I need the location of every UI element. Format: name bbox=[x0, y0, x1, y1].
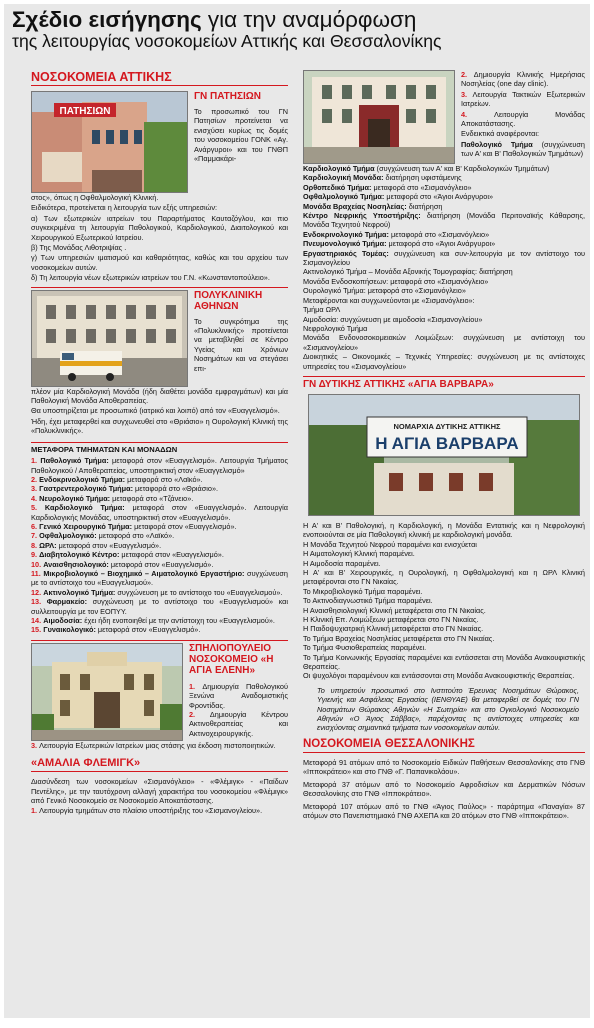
spilio-subtitle-1: ΣΠΗΛΙΟΠΟΥΛΕΙΟ bbox=[189, 642, 272, 654]
transfer-item bbox=[31, 625, 288, 634]
department-line bbox=[303, 267, 585, 276]
barbara-line: Η Παιδοψυχιατρική Κλινική μεταφέρεται στο ΓΝ Νικαίας. bbox=[303, 624, 484, 634]
department-text: διατήρηση bbox=[406, 201, 443, 211]
patision-block bbox=[31, 91, 288, 193]
transfer-item-name: Παθολογικό Τμήμα: bbox=[40, 456, 109, 466]
department-text: Ακτινολογικό Τμήμα – Μονάδα Αξονικής Τομογραφίας: διατήρηση bbox=[303, 267, 513, 277]
transfer-item-number: 15. bbox=[31, 625, 42, 635]
divider bbox=[31, 287, 288, 288]
patision-sign-text: ΠΑΤΗΣΙΩΝ bbox=[59, 106, 111, 117]
left-column bbox=[31, 70, 288, 817]
department-line bbox=[303, 211, 585, 230]
transfer-item-name: Οφθαλμολογικό: bbox=[39, 531, 97, 541]
patision-p1: Ειδικότερα, προτείνεται η λειτουργία των εξής υπηρεσιών: bbox=[31, 203, 218, 213]
polykliniki-subtitle-2: ΑΘΗΝΩΝ bbox=[194, 300, 239, 312]
transfer-item-text: μεταφορά στο «Τζάνειο». bbox=[110, 493, 194, 503]
divider bbox=[303, 376, 585, 377]
section-title-attica: ΝΟΣΟΚΟΜΕΙΑ ΑΤΤΙΚΗΣ bbox=[31, 70, 288, 86]
department-name: Καρδιολογικό Τμήμα bbox=[303, 164, 375, 173]
barbara-line: Η Α' και Β' Παθολογική, η Καρδιολογική, η Μονάδα Εντατικής και η Νεφρολογική ενοποιούνται σε μία Παθολογική κλινική με καρδιολογική μονάδα. bbox=[303, 520, 585, 540]
transfer-title: ΜΕΤΑΦΟΡΑ ΤΜΗΜΑΤΩΝ ΚΑΙ ΜΟΝΑΔΩΝ bbox=[31, 444, 178, 454]
barbara-sign-small: ΝΟΜΑΡΧΙΑ ΔΥΤΙΚΗΣ ΑΤΤΙΚΗΣ bbox=[393, 421, 501, 431]
transfer-item-name: Γυναικολογικό: bbox=[43, 625, 96, 635]
spilio-subtitle-3: ΑΓΙΑ ΕΛΕΝΗ» bbox=[189, 664, 256, 676]
transfer-item bbox=[31, 616, 288, 625]
polykliniki-subtitle-1: ΠΟΛΥΚΛΙΝΙΚΗ bbox=[194, 289, 263, 301]
transfer-item-name: Αιμοδοσία: bbox=[43, 616, 83, 625]
spilio-item-1: 1. Δημιουργία Παθολογικού Ξενώνα Αναδομιστικής Φροντίδας. bbox=[189, 681, 288, 710]
department-text: μεταφορά στο «Άγιοι Ανάργυροι» bbox=[384, 192, 494, 202]
patision-subtitle: ΓΝ ΠΑΤΗΣΙΩΝ bbox=[194, 91, 261, 102]
transfer-item bbox=[31, 484, 288, 493]
thess-title: ΝΟΣΟΚΟΜΕΙΑ ΘΕΣΣΑΛΟΝΙΚΗΣ bbox=[303, 737, 585, 753]
transfer-item-text: μεταφορά στο «Λαϊκό». bbox=[125, 474, 203, 484]
spilio-item-1-text: Δημιουργία Παθολογικού Ξενώνα Αναδομιστικής Φροντίδας. bbox=[189, 681, 288, 710]
transfer-item-text: μεταφορά στον «Ευαγγελισμό». bbox=[108, 559, 214, 569]
department-line bbox=[303, 305, 585, 314]
department-name: Πνευμονολογικό Τμήμα: bbox=[303, 239, 387, 249]
transfer-item bbox=[31, 494, 288, 503]
department-text: μεταφορά στο «Άγιοι Ανάργυροι» bbox=[386, 239, 496, 249]
amalia-item-3: 3. Λειτουργία Τακτικών Εξωτερικών Ιατρείων. bbox=[461, 89, 585, 109]
department-text: Αιμοδοσία: συγχώνευση με αιμοδοσία «Σισμανογλείου» bbox=[303, 314, 483, 324]
spilio-item-3-text: Λειτουργία Εξωτερικών Ιατρείων μιας στάσης για έκδοση πιστοποιητικών. bbox=[39, 740, 276, 750]
barbara-line: Η Αναισθησιολογική Κλινική μεταφέρεται στο ΓΝ Νικαίας. bbox=[303, 605, 486, 615]
barbara-photo-image bbox=[309, 395, 579, 515]
spilio-photo bbox=[31, 643, 183, 741]
amalia-item-3-text: Λειτουργία Τακτικών Εξωτερικών Ιατρείων. bbox=[461, 89, 585, 109]
department-text: Μεταφέρονται και συγχωνεύονται με «Σισμανόγλειο»: bbox=[303, 295, 475, 305]
transfer-item-number: 13. bbox=[31, 597, 42, 607]
transfer-item-number: 5. bbox=[31, 503, 38, 513]
transfer-item bbox=[31, 541, 288, 550]
thess-p3: Μεταφορά 107 ατόμων από το ΓΝΘ «Άγιος Παύλος» - παράρτημα «Παναγία» 87 ατόμων στο Πανεπιστημιακό ΓΝΘ ΑΧΕΠΑ και 20 ατόμων στο ΓΝΘ «Ιπποκράτειο». bbox=[303, 801, 585, 820]
department-line bbox=[303, 173, 585, 182]
newspaper-page bbox=[4, 4, 590, 1018]
polykliniki-photo bbox=[31, 290, 188, 387]
department-line bbox=[303, 315, 585, 324]
spilio-item-2: 2. Δημιουργία Κέντρου Ακτινοθεραπείας και Ακτινοχειρουργικής. bbox=[189, 710, 288, 738]
transfer-item-name: Ακτινολογικό Τμήμα: bbox=[43, 587, 116, 597]
department-name: Οφθαλμολογικό Τμήμα: bbox=[303, 192, 385, 202]
thess-body bbox=[303, 758, 585, 820]
polykliniki-side-text: Το συγκρότημα της «Πολυκλινικής» προτείνεται να μεταβληθεί σε Κέντρο Υγείας και Χρόνιων Νοσημάτων και να στεγάσει επι- bbox=[194, 316, 288, 373]
amalia-item-1-text: Λειτουργία τμημάτων στο πλαίσιο υποστήριξης του «Σισμανογλείου». bbox=[39, 806, 263, 816]
department-line bbox=[303, 183, 585, 192]
department-text: διατήρηση υφιστάμενης bbox=[383, 173, 462, 183]
transfer-item-number: 4. bbox=[31, 493, 38, 503]
polykliniki-photo-image bbox=[32, 291, 187, 386]
headline-rest: για την αναμόρφωση bbox=[201, 7, 417, 32]
department-text: Τμήμα ΩΡΛ bbox=[303, 305, 341, 315]
transfer-item bbox=[31, 560, 288, 569]
transfer-list bbox=[31, 456, 288, 635]
transfer-item bbox=[31, 588, 288, 597]
department-line bbox=[303, 164, 585, 173]
divider bbox=[31, 640, 288, 641]
transfer-item-name: Νευρολογικό Τμήμα: bbox=[39, 493, 111, 503]
amalia-p1: Διασύνδεση των νοσοκομείων «Σισμανόγλειο» - «Φλέμιγκ» - «Παίδων Πεντέλης», με την ταυτόχρονη αλλαγή χαρακτήρα του νοσοκομείου «Φλέμιγκ» από Γενικό Νοσοκομείο σε Νοσοκομείο Αποκατάστασης. bbox=[31, 777, 288, 806]
transfer-item-number: 8. bbox=[31, 540, 38, 550]
transfer-item-text: μεταφορά στον «Ευαγγελισμό». bbox=[132, 521, 237, 531]
department-text: Ουρολογικό Τμήμα: μεταφορά στο «Σισμανόγλειο» bbox=[303, 286, 466, 296]
transfer-item-name: Αναισθησιολογικό: bbox=[43, 559, 109, 569]
transfer-item-number: 7. bbox=[31, 531, 38, 541]
spilio-item-2-text: Δημιουργία Κέντρου Ακτινοθεραπείας και Ακτινοχειρουργικής. bbox=[189, 710, 288, 738]
amalia-lines bbox=[303, 164, 585, 371]
amalia-photo-image bbox=[304, 71, 454, 163]
department-name: Ορθοπεδικό Τμήμα: bbox=[303, 182, 372, 192]
transfer-item bbox=[31, 531, 288, 540]
barbara-line: Το Ακτινοδιαγνωστικό Τμήμα παραμένει. bbox=[303, 596, 433, 606]
transfer-item-name: Ενδοκρινολογικό Τμήμα: bbox=[39, 474, 126, 484]
department-line bbox=[303, 352, 585, 371]
barbara-lines bbox=[303, 521, 585, 681]
thess-p2: Μεταφορά 37 ατόμων από το Νοσοκομείο Αφροδισίων και Δερματικών Νόσων Θεσσαλονίκης στο ΓΝΘ «Ιπποκράτειο». bbox=[303, 779, 585, 799]
transfer-item-text: μεταφορά στον «Ευαγγελισμό». Λειτουργία Τμήματος Παθολογικού / Αποθεραπείας, υποστηρικτική στον «Ευαγγελισμό» bbox=[31, 456, 289, 475]
barbara-italic: Το υπηρετούν προσωπικό στο Ινστιτούτο Έρευνας Νοσημάτων Θώρακος, Υγιεινής και Ασφάλειας Εργασίας (ΙΕΝΘΥΑΕ) θα μεταφερθεί σε δομές του ΓΝ Νοσημάτων Θώρακος Αθηνών «Η Σωτηρία» και στο Ογκολογικό Νοσοκομείο Αθηνών «Ο Άγιος Σάββας», παρέχοντας τις αντίστοιχες υπηρεσίες και ενισχύοντας σημαντικά τμήματα των νοσοκομείων αυτών. bbox=[317, 685, 579, 733]
transfer-item-number: 10. bbox=[31, 559, 42, 569]
transfer-item bbox=[31, 569, 288, 588]
transfer-item-number: 2. bbox=[31, 474, 38, 484]
transfer-item-text: μεταφορά στον «Ευαγγελισμό». bbox=[95, 625, 201, 635]
right-column bbox=[303, 70, 585, 821]
amalia-path-name: Παθολογικό Τμήμα bbox=[461, 139, 533, 149]
patision-photo-image bbox=[32, 92, 187, 192]
polykliniki-p3: Ήδη, έχει μεταφερθεί και συγχωνευθεί στο «Θριάσιο» η Ουρολογική Κλινική της «Πολυκλινικής». bbox=[31, 416, 288, 436]
barbara-line: Το Τμήμα Φυσιοθεραπείας παραμένει. bbox=[303, 643, 427, 653]
transfer-item bbox=[31, 522, 288, 531]
amalia-path-text: (συγχώνευση των Α' και Β' Παθολογικών Τμημάτων) bbox=[461, 139, 585, 159]
polykliniki-p2: Θα υποστηρίζεται με προσωπικό (ιατρικό και λοιπό) από τον «Ευαγγελισμό». bbox=[31, 406, 280, 416]
department-line bbox=[303, 202, 585, 211]
department-text: συγχώνευση και συν-λειτουργία με τον αντίστοιχο του Σισμανογλείου bbox=[303, 248, 585, 268]
department-line bbox=[303, 333, 585, 352]
department-line bbox=[303, 192, 585, 201]
transfer-item-number: 6. bbox=[31, 521, 38, 531]
amalia-lead: Ενδεικτικά αναφέρονται: bbox=[461, 129, 539, 139]
spilio-subtitle-2: ΝΟΣΟΚΟΜΕΙΟ «Η bbox=[189, 653, 274, 665]
patision-side-text: Το προσωπικό του ΓΝ Πατησίων προτείνεται να ενισχύσει κυρίως τις δομές του νοσοκομείου ΓΟΝΚ «Αγ. Ανάργυροι» και του ΓΝΘΠ «Παμμακάρι- bbox=[194, 107, 288, 164]
department-line bbox=[303, 286, 585, 295]
transfer-item-text: έχει ήδη ενοποιηθεί με την αντίστοιχη του «Ευαγγελισμού». bbox=[82, 616, 275, 625]
transfer-item-number: 3. bbox=[31, 484, 38, 494]
department-text: διατήρηση (Μονάδα Περιτοναϊκής Κάθαρσης, Μονάδα Τεχνητού Νεφρού) bbox=[303, 211, 585, 230]
barbara-line: Η Α' και Β' Χειρουργικές, η Ουρολογική, η Οφθαλμολογική και η ΩΡΛ Κλινική μεταφέρονται στο ΓΝ Νικαίας. bbox=[303, 567, 585, 587]
headline-bold: Σχέδιο εισήγησης bbox=[12, 7, 202, 32]
barbara-subtitle: ΓΝ ΔΥΤΙΚΗΣ ΑΤΤΙΚΗΣ «ΑΓΙΑ ΒΑΡΒΑΡΑ» bbox=[303, 378, 494, 390]
transfer-item-number: 1. bbox=[31, 456, 38, 466]
divider bbox=[31, 442, 288, 443]
transfer-item-name: Φαρμακείο: bbox=[46, 597, 88, 607]
transfer-item bbox=[31, 597, 288, 616]
department-name: Ενδοκρινολογικό Τμήμα: bbox=[303, 229, 389, 239]
barbara-line: Η Μονάδα Τεχνητού Νεφρού παραμένει και ενισχύεται bbox=[303, 539, 477, 549]
amalia-cont-block bbox=[303, 70, 585, 164]
patision-b: β) Της Μονάδας Λιθοτριψίας . bbox=[31, 243, 127, 253]
transfer-item bbox=[31, 456, 288, 475]
transfer-item-number: 12. bbox=[31, 587, 42, 597]
transfer-item-text: μεταφορά στο «Λαϊκό». bbox=[96, 531, 175, 541]
amalia-item-2-text: Δημιουργία Κλινικής Ημερήσιας Νοσηλείας (one day clinic). bbox=[461, 70, 585, 89]
amalia-item-4: 4. Λειτουργία Μονάδας Αποκατάστασης. bbox=[461, 109, 585, 129]
department-name: Κέντρο Νεφρικής Υποστήριξης: bbox=[303, 211, 421, 221]
barbara-line: Το Μικροβιολογικό Τμήμα παραμένει. bbox=[303, 586, 423, 596]
amalia-item-2: 2. Δημιουργία Κλινικής Ημερήσιας Νοσηλείας (one day clinic). bbox=[461, 70, 585, 89]
headline-line-1 bbox=[12, 8, 582, 32]
transfer-item bbox=[31, 475, 288, 484]
transfer-item-text: μεταφορά στον «Ευαγγελισμό». bbox=[119, 550, 224, 560]
transfer-item-name: Καρδιολογικό Τμήμα: bbox=[44, 503, 125, 513]
transfer-item-name: Γενικό Χειρουργικό Τμήμα: bbox=[39, 521, 133, 531]
barbara-sign-big: Η ΑΓΙΑ ΒΑΡΒΑΡΑ bbox=[375, 433, 519, 453]
polykliniki-p1: πλέον μία Καρδιολογική Μονάδα (ήδη διαθέτει μονάδα εμφραγμάτων) και μία Παθολογική Μονάδα Αποθεραπείας. bbox=[31, 386, 288, 406]
transfer-item-text: μεταφορά στο «Θριάσιο». bbox=[133, 484, 219, 494]
patision-body bbox=[31, 193, 288, 283]
department-text: Μονάδα Ενδονοσοκομειακών Λοιμώξεων: συγχώνευση με αντίστοιχη του «Σισμανογλείου» bbox=[303, 333, 585, 352]
polykliniki-block bbox=[31, 290, 288, 387]
transfer-item-name: Μικροβιολογικό – Βιοχημικό – Αιματολογικό Εργαστήριο: bbox=[43, 568, 245, 578]
department-line bbox=[303, 249, 585, 268]
department-line bbox=[303, 230, 585, 239]
amalia-body bbox=[31, 777, 288, 816]
amalia-photo bbox=[303, 70, 455, 164]
transfer-item-name: Γαστρεντερολογικό Τμήμα: bbox=[39, 484, 134, 494]
transfer-item-text: συγχώνευση με το αντίστοιχο του «Ευαγγελισμού». bbox=[115, 587, 283, 597]
department-line bbox=[303, 296, 585, 305]
barbara-line: Η Κλινική Επ. Λοιμώξεων μεταφέρεται στο ΓΝ Νικαίας. bbox=[303, 615, 479, 624]
transfer-item-number: 14. bbox=[31, 616, 42, 625]
patision-c: γ) Των υπηρεσιών ιματισμού και καθαριότητας, καθώς και του αρχείου των νοσοκομείων αυτών. bbox=[31, 253, 288, 272]
department-text: μεταφορά στο «Σισμανόγλειο» bbox=[371, 182, 472, 192]
transfer-item-name: ΩΡΛ: bbox=[39, 540, 57, 550]
amalia-item-1: 1. Λειτουργία τμημάτων στο πλαίσιο υποστήριξης του «Σισμανογλείου». bbox=[31, 806, 263, 816]
department-name: Μονάδα Βραχείας Νοσηλείας: bbox=[303, 201, 407, 211]
amalia-title: «ΑΜΑΛΙΑ ΦΛΕΜΙΓΚ» bbox=[31, 756, 288, 772]
department-name: Καρδιολογική Μονάδα: bbox=[303, 173, 384, 183]
transfer-item-number: 11. bbox=[31, 568, 41, 578]
department-text: Μονάδα Ενδοσκοπήσεων: μεταφορά στο «Σισμανόγλειο» bbox=[303, 276, 489, 286]
transfer-item-text: συγχώνευση με το αντίστοιχο του «Ευαγγελισμού» και συλλειτουργία με τον ΕΟΠΥΥ. bbox=[31, 597, 288, 616]
transfer-item bbox=[31, 503, 288, 522]
thess-p1: Μεταφορά 91 ατόμων από το Νοσοκομείο Ειδικών Παθήσεων Θεσσαλονίκης στο ΓΝΘ «Ιπποκράτειο» και στο ΓΝΘ «Γ. Παπανικολάου». bbox=[303, 757, 585, 777]
barbara-photo bbox=[308, 394, 580, 516]
barbara-line: Το Τμήμα Βραχείας Νοσηλείας μεταφέρεται στο ΓΝ Νικαίας. bbox=[303, 633, 495, 643]
transfer-item-name: Διαβητολογικό Κέντρο: bbox=[39, 550, 120, 560]
barbara-line: Η Αιματολογική Κλινική παραμένει. bbox=[303, 549, 415, 559]
transfer-item-text: συγχώνευση με το αντίστοιχο του «Ευαγγελισμού». bbox=[31, 568, 288, 588]
transfer-item bbox=[31, 550, 288, 559]
patision-p0: στος», όπως η Οφθαλμολογική Κλινική. bbox=[31, 193, 159, 202]
department-text: (συγχώνευση των Α' και Β' Καρδιολογικών Τμημάτων) bbox=[374, 164, 550, 173]
barbara-line: Οι ψυχολόγοι παραμένουν και εντάσσονται στη Μονάδα Ανακουφιστικής Θεραπείας. bbox=[303, 671, 575, 681]
transfer-item-text: μεταφορά στον «Ευαγγελισμό». bbox=[56, 540, 162, 550]
spilio-block bbox=[31, 643, 288, 741]
polykliniki-body bbox=[31, 387, 288, 436]
patision-photo bbox=[31, 91, 188, 193]
barbara-line: Το Τμήμα Κοινωνικής Εργασίας παραμένει και εντάσσεται στη Μονάδα Ανακουφιστικής Θεραπείας. bbox=[303, 652, 585, 672]
department-line bbox=[303, 239, 585, 248]
department-text: Νεφρολογικό Τμήμα bbox=[303, 323, 368, 333]
department-name: Εργαστηριακός Τομέας: bbox=[303, 248, 389, 258]
page-header bbox=[12, 8, 582, 50]
amalia-path bbox=[461, 140, 585, 159]
amalia-item-4-text: Λειτουργία Μονάδας Αποκατάστασης. bbox=[461, 109, 585, 129]
headline-line-2: της λειτουργίας νοσοκομείων Αττικής και Θεσσαλονίκης bbox=[12, 30, 442, 51]
department-text: μεταφορά στο «Σισμανόγλειο» bbox=[388, 229, 490, 239]
department-text: Διοικητικές – Οικονομικές – Τεχνικές Υπηρεσίες: συγχώνευση με τις αντίστοιχες υπηρεσίες του «Σισμανογλείου» bbox=[303, 352, 585, 371]
spilio-item-3: 3. Λειτουργία Εξωτερικών Ιατρείων μιας στάσης για έκδοση πιστοποιητικών. bbox=[31, 740, 276, 750]
transfer-item-number: 9. bbox=[31, 550, 38, 560]
spilio-photo-image bbox=[32, 644, 182, 740]
transfer-item-text: μεταφορά στον «Ευαγγελισμό». Λειτουργία Καρδιολογικής Μονάδας, υποστηρικτική στον «Ευαγγελισμό». bbox=[31, 503, 288, 522]
patision-d: δ) Τη λειτουργία νέων εξωτερικών ιατρείων του Γ.Ν. «Κωνσταντοπούλειο». bbox=[31, 273, 270, 283]
department-line bbox=[303, 277, 585, 286]
department-line bbox=[303, 324, 585, 333]
patision-a: α) Των εξωτερικών ιατρείων του Παραρτήματος Καυταζόγλου, και πιο συγκεκριμένα τη λειτουργία Παθολογικού, Καρδιολογικού, Διαιτολογικού και Χειρουργικού Εξωτερικού Ιατρείου. bbox=[31, 213, 288, 242]
barbara-line: Η Αιμοδοσία παραμένει. bbox=[303, 558, 381, 568]
